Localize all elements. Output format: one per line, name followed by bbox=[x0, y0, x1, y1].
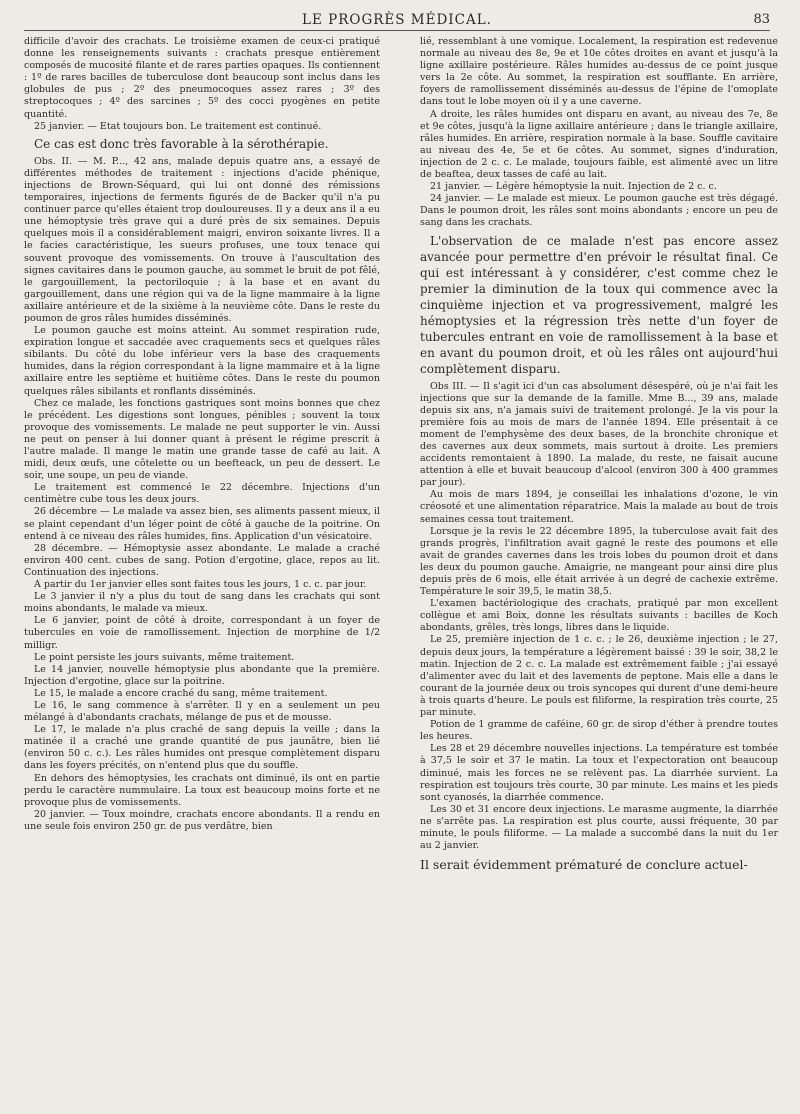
left-column-paragraph: Chez ce malade, les fonctions gastriques sont moins bonnes que chez le précédent. Les digestions sont longues, pénibles ; souvent la toux provoque des vomissements. Le malade ne peut supporter le vin. Aussi ne peut on penser à lui donner quant à présent le régime prescrit à l'autre malade. Il mange le matin une grande tasse de café au lait. A midi, deux œufs, une côtelette ou un beefteack, un peu de dessert. Le soir, une soupe, un peu de viande. bbox=[24, 397, 380, 482]
right-column-paragraph: Le 25, première injection de 1 c. c. ; le 26, deuxième injection ; le 27, depuis deux jours, la température a légèrement baissé : 39 le soir, 38,2 le matin. Injection de 2 c. c. La malade est extrêmement faible ; j'ai essayé d'alimenter avec du lait et des lavements de peptone. Mais elle a dans le courant de la journée deux ou trois syncopes qui durent d'une demi-heure à trois quarts d'heure. Le pouls est filiforme, la respiration très courte, 25 par minute. bbox=[420, 634, 778, 719]
left-column-paragraph: 25 janvier. — Etat toujours bon. Le traitement est continué. bbox=[34, 120, 322, 132]
right-column-paragraph: Les 30 et 31 encore deux injections. Le marasme augmente, la diarrhée ne s'arrête pas. La respiration est plus courte, aussi fréquente, 30 par minute, le pouls filiforme. — La malade a succombé dans la nuit du 1er au 2 janvier. bbox=[420, 803, 778, 852]
left-column-paragraph: 26 décembre — Le malade va assez bien, ses aliments passent mieux, il se plaint cependant d'un léger point de côté à gauche de la poitrine. On entend à ce niveau des râles humides, fins. Application d'un vésicatoire. bbox=[24, 506, 380, 542]
left-column-paragraph: 28 décembre. — Hémoptysie assez abondante. Le malade a craché environ 400 cent. cubes de sang. Potion d'ergotine, glace, repos au lit. Continuation des injections. bbox=[24, 542, 380, 578]
right-column-paragraph: Obs III. — Il s'agit ici d'un cas absolument désespéré, où je n'ai fait les injections que sur la demande de la famille. Mme B..., 39 ans, malade depuis six ans, n'a jamais suivi de traitement prolongé. Je la vis pour la première fois au mois de mars de l'année 1894. Elle présentait à ce moment de l'emphysème des deux bases, de la bronchite chronique et des cavernes aux deux sommets, mais surtout à droite. Les premiers accidents remontaient à 1890. La malade, du reste, ne faisait aucune attention à elle et buvait beaucoup d'alcool (environ 300 à 400 grammes par jour). bbox=[420, 380, 778, 489]
left-column-paragraph: En dehors des hémoptysies, les crachats ont diminué, ils ont en partie perdu le caractère nummulaire. La toux est beaucoup moins forte et ne provoque plus de vomissements. bbox=[24, 772, 380, 808]
right-column-paragraph: Au mois de mars 1894, je conseillai les inhalations d'ozone, le vin créosoté et une alimentation réparatrice. Mais la malade au bout de trois semaines cessa tout traitement. bbox=[420, 489, 778, 525]
right-column-paragraph: L'examen bactériologique des crachats, pratiqué par mon excellent collègue et ami Boix, donne les résultats suivants : bacilles de Koch abondants, grêles, très longs, libres dans le liquide. bbox=[420, 598, 778, 634]
left-column-paragraph: Le 15, le malade a encore craché du sang, même traitement. bbox=[34, 687, 328, 699]
left-column-paragraph: Le poumon gauche est moins atteint. Au sommet respiration rude, expiration longue et saccadée avec craquements secs et quelques râles sibilants. Du côté du lobe inférieur vers la base des craquements humides, dans la région correspondant à la ligne mammaire et à la ligne axillaire entre les septième et huitième côtes. Dans le reste du poumon quelques râles sibilants et ronflants disséminés. bbox=[24, 325, 380, 397]
journal-title: LE PROGRÈS MÉDICAL. bbox=[302, 12, 492, 28]
right-column-paragraph: Les 28 et 29 décembre nouvelles injections. La température est tombée à 37,5 le soir et 37 le matin. La toux et l'expectoration ont beaucoup diminué, mais les forces ne se relèvent pas. La diarrhée survient. La respiration est toujours très courte, 30 par minute. Les mains et les pieds sont cyanosés, la diarrhée commence. bbox=[420, 743, 778, 803]
left-column-paragraph: Le 16, le sang commence à s'arrêter. Il y en a seulement un peu mélangé à d'abondants crachats, mélange de pus et de mousse. bbox=[24, 699, 380, 724]
right-column-paragraph: Lorsque je la revis le 22 décembre 1895, la tuberculose avait fait des grands progrès, l'infiltration avait gagné le reste des poumons et elle avait de grandes cavernes dans les trois lobes du poumon droit et dans les deux du poumon gauche. Amaigrie, ne mangeant pour ainsi dire plus depuis près de 6 mois, elle était arrivée à un degré de cachexie extrême. Température le soir 39,5, le matin 38,5. bbox=[420, 525, 778, 598]
right-column-paragraph: L'observation de ce malade n'est pas encore assez avancée pour permettre d'en prévoir le résultat final. Ce qui est intéressant à y considérer, c'est comme chez le premier la diminution de la toux qui commence avec la cinquième injection et va progressivement, malgré les hémoptysies et la régression très nette d'un foyer de tubercules entrant en voie de ramollissement à la base et en avant du poumon droit, et où les râles ont aujourd'hui complètement disparu. bbox=[420, 233, 778, 376]
page-header bbox=[24, 10, 770, 31]
left-column-paragraph: difficile d'avoir des crachats. Le troisième examen de ceux-ci pratiqué donne les renseignements suivants : crachats presque entièrement composés de mucosité filante et de rares parties opaques. Ils contiennent : 1º de rares bacilles de tuberculose dont beaucoup sont inclus dans les globules de pus ; 2º des pneumocoques assez rares ; 3º des streptocoques ; 4º des sarcines ; 5º des cocci pyogènes en petite quantité. bbox=[24, 36, 380, 120]
left-column-paragraph: Le point persiste les jours suivants, même traitement. bbox=[34, 651, 295, 663]
left-column-paragraph: Le traitement est commencé le 22 décembre. Injections d'un centimètre cube tous les deux jours. bbox=[24, 482, 380, 506]
left-column-paragraph: Le 3 janvier il n'y a plus du tout de sang dans les crachats qui sont moins abondants, le malade va mieux. bbox=[24, 591, 380, 615]
left-column-paragraph: Ce cas est donc très favorable à la sérothérapie. bbox=[34, 136, 329, 151]
left-column-paragraph: Le 6 janvier, point de côté à droite, correspondant à un foyer de tubercules en voie de ramollissement. Injection de morphine de 1/2 milligr. bbox=[24, 615, 380, 651]
left-column-paragraph: Le 14 janvier, nouvelle hémoptysie plus abondante que la première. Injection d'ergotine, glace sur la poitrine. bbox=[24, 663, 380, 687]
left-column bbox=[24, 36, 380, 833]
right-column-paragraph: 24 janvier. — Le malade est mieux. Le poumon gauche est très dégagé. Dans le poumon droit, les râles sont moins abondants ; encore un peu de sang dans les crachats. bbox=[420, 193, 778, 229]
left-column-paragraph: A partir du 1er janvier elles sont faites tous les jours, 1 c. c. par jour. bbox=[34, 579, 367, 591]
right-column-paragraph: A droite, les râles humides ont disparu en avant, au niveau des 7e, 8e et 9e côtes, jusqu'à la ligne axillaire antérieure ; dans le triangle axillaire, râles humides. En arrière, respiration normale à la base. Souffle cavitaire au niveau des 4e, 5e et 6e côtes. Au sommet, signes d'induration, injection de 2 c. c. Le malade, toujours faible, est alimenté avec un litre de beaftea, deux tasses de café au lait. bbox=[420, 108, 778, 181]
left-column-paragraph: Le 17, le malade n'a plus craché de sang depuis la veille ; dans la matinée il a craché une grande quantité de pus jaunâtre, bien lié (environ 50 c. c.). Les râles humides ont presque complètement disparu dans les foyers précités, on n'entend plus que du souffle. bbox=[24, 724, 380, 772]
right-column-paragraph: 21 janvier. — Légère hémoptysie la nuit. Injection de 2 c. c. bbox=[430, 181, 717, 193]
left-column-paragraph: Obs. II. — M. P..., 42 ans, malade depuis quatre ans, a essayé de différentes méthodes de traitement : injections d'acide phénique, injections de Brown-Séquard, qui lui ont donné des rémissions temporaires, injections de ferments figurés de de Backer qu'il n'a pu continuer parce qu'elles étaient trop douloureuses. Il y a deux ans il a eu une hémoptysie très grave qui a duré près de six semaines. Depuis quelques mois il a considérablement maigri, environ soixante livres. Il a le facies caractéristique, les sueurs profuses, une toux tenace qui souvent provoque des vomissements. On trouve à l'auscultation des signes cavitaires dans le poumon gauche, au sommet le bruit de pot fêlé, le gargouillement, la pectoriloquie ; à la base et en avant du gargouillement, dans une région qui va de la ligne mammaire à la ligne axillaire antérieure et de la sixième à la neuvième côte. Dans le reste du poumon de gros râles humides disséminés. bbox=[24, 155, 380, 324]
right-column-paragraph: Il serait évidemment prématuré de conclure actuel- bbox=[420, 857, 748, 873]
left-column-paragraph: 20 janvier. — Toux moindre, crachats encore abondants. Il a rendu en une seule fois environ 250 gr. de pus verdâtre, bien bbox=[24, 808, 380, 832]
right-column-paragraph: lié, ressemblant à une vomique. Localement, la respiration est redevenue normale au niveau des 8e, 9e et 10e côtes droites en avant et jusqu'à la ligne axillaire postérieure. Râles humides au-dessus de ce point jusque vers la 2e côte. Au sommet, la respiration est soufflante. En arrière, foyers de ramollissement disséminés au-dessus de l'épine de l'omoplate dans tout le lobe moyen où il y a une caverne. bbox=[420, 36, 778, 108]
page-number: 83 bbox=[753, 12, 770, 27]
right-column bbox=[420, 36, 778, 876]
right-column-paragraph: Potion de 1 gramme de caféine, 60 gr. de sirop d'éther à prendre toutes les heures. bbox=[420, 719, 778, 743]
